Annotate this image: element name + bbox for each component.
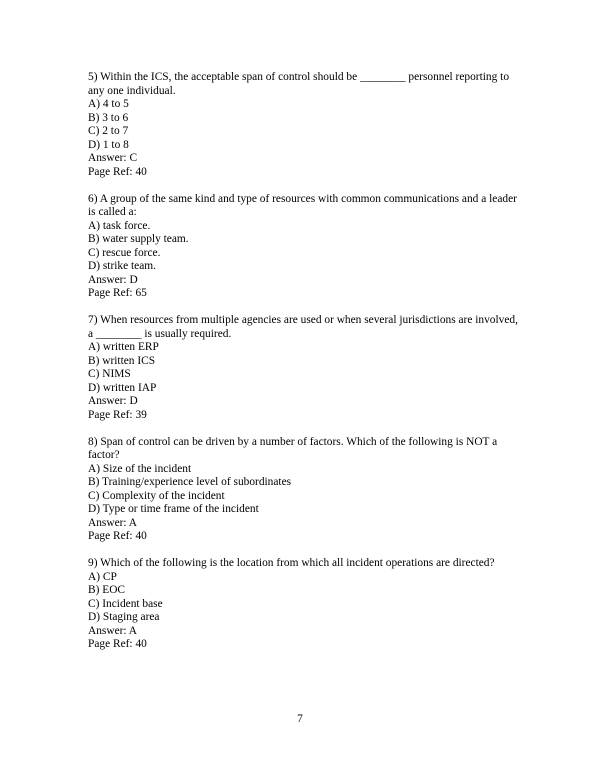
answer: Answer: D: [88, 273, 138, 286]
option-a: A) written ERP: [88, 341, 159, 353]
option-c: C) 2 to 7: [88, 125, 129, 137]
option-a: A) Size of the incident: [88, 462, 192, 475]
option-d: D) strike team.: [88, 260, 157, 272]
page-ref: Page Ref: 40: [88, 530, 147, 542]
option-d: D) written IAP: [88, 381, 157, 394]
option-b: B) EOC: [88, 584, 126, 596]
answer: Answer: A: [88, 516, 138, 529]
option-b: B) written ICS: [88, 354, 156, 367]
option-b: B) 3 to 6: [88, 111, 129, 124]
option-a: A) 4 to 5: [88, 98, 129, 110]
question-6: [88, 193, 528, 301]
question-stem: 5) Within the ICS, the acceptable span of control should be ________ personnel reporting to any one individual.: [88, 71, 510, 97]
question-7: [88, 314, 528, 422]
question-stem: 9) Which of the following is the location from which all incident operations are directed?: [88, 557, 495, 569]
option-b: B) water supply team.: [88, 233, 189, 245]
page-ref: Page Ref: 40: [88, 165, 147, 178]
page-number: 7: [297, 713, 303, 725]
question-8: [88, 436, 528, 544]
option-d: D) Type or time frame of the incident: [88, 503, 259, 515]
option-d: D) Staging area: [88, 611, 160, 623]
question-5: [88, 71, 528, 179]
page-ref: Page Ref: 65: [88, 287, 147, 299]
option-c: C) Incident base: [88, 597, 163, 610]
option-b: B) Training/experience level of subordinates: [88, 476, 292, 488]
option-a: A) task force.: [88, 219, 151, 232]
page-ref: Page Ref: 39: [88, 408, 147, 421]
option-a: A) CP: [88, 570, 117, 583]
option-c: C) Complexity of the incident: [88, 489, 225, 502]
question-list: [88, 71, 528, 665]
option-d: D) 1 to 8: [88, 138, 129, 151]
answer: Answer: C: [88, 152, 138, 164]
option-c: C) rescue force.: [88, 246, 161, 259]
question-stem: 8) Span of control can be driven by a number of factors. Which of the following is NOT a factor?: [88, 435, 498, 461]
answer: Answer: D: [88, 395, 138, 407]
question-9: [88, 557, 528, 652]
option-c: C) NIMS: [88, 368, 131, 380]
question-stem: 6) A group of the same kind and type of resources with common communications and a leader is called a:: [88, 192, 517, 218]
answer: Answer: A: [88, 624, 138, 637]
page-ref: Page Ref: 40: [88, 638, 147, 650]
question-stem: 7) When resources from multiple agencies are used or when several jurisdictions are involved, a ________ is usually required.: [88, 314, 518, 340]
